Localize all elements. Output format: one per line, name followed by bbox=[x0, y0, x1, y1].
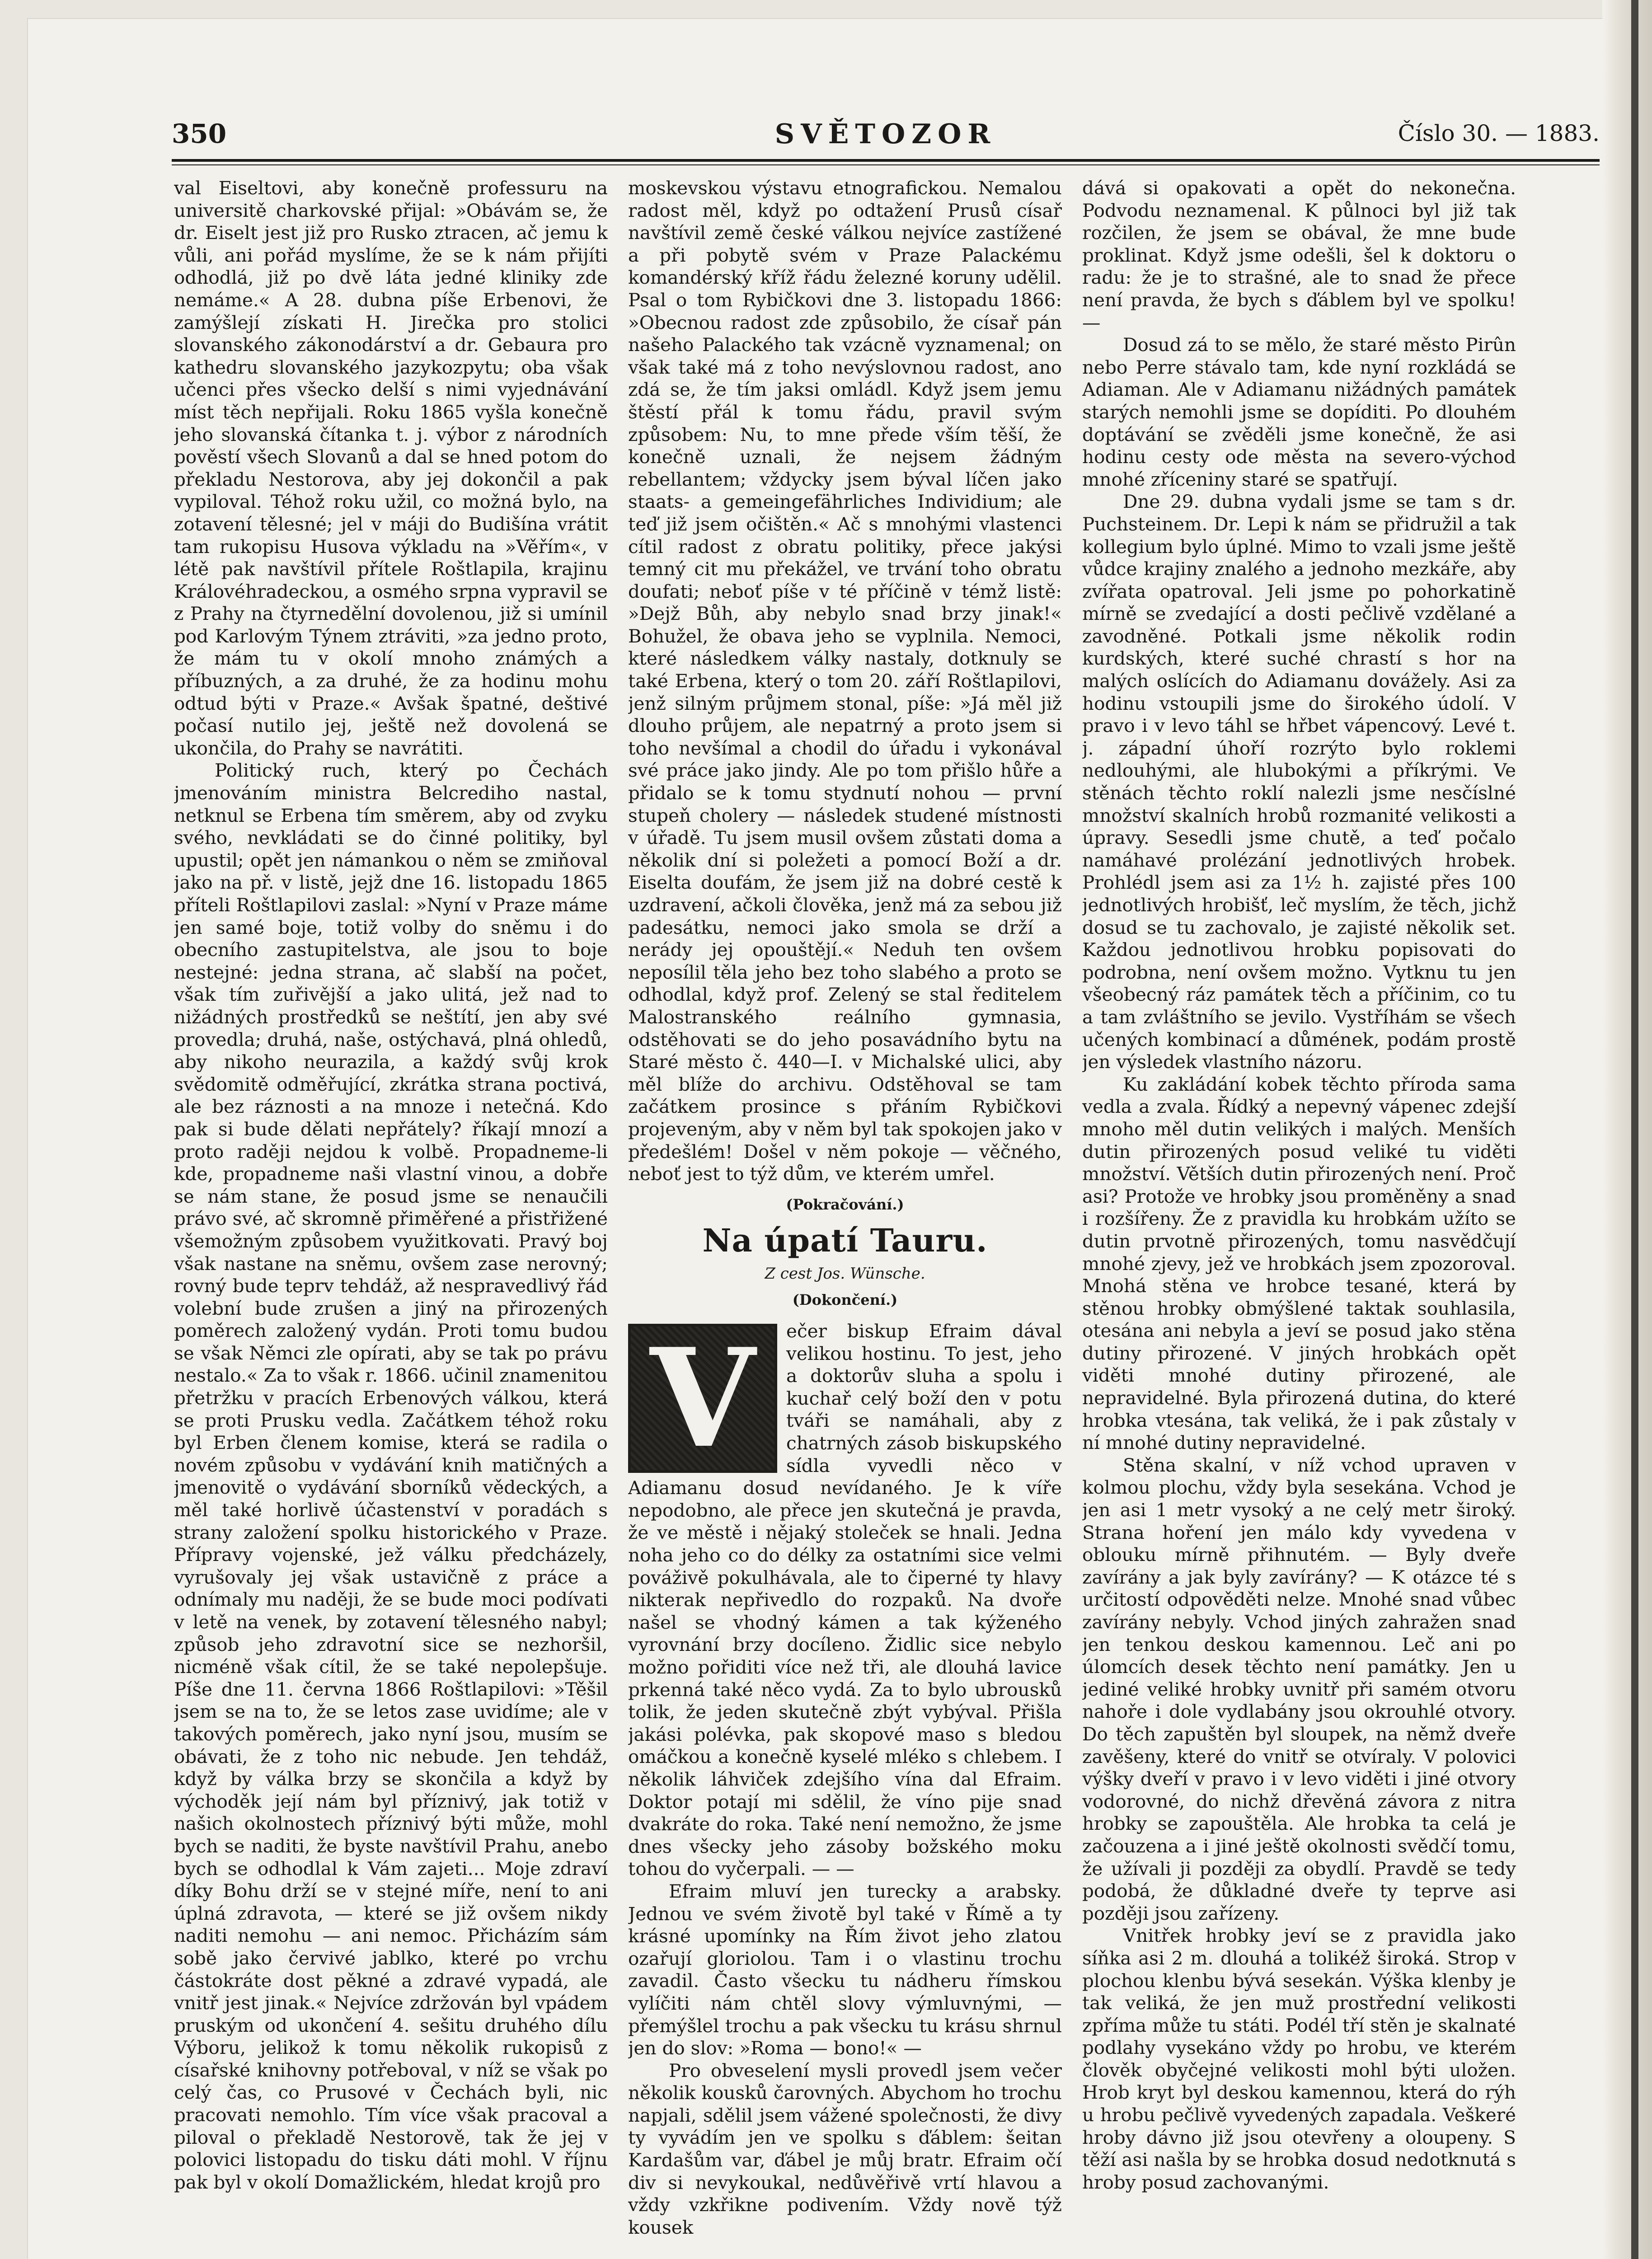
paragraph: Dne 29. dubna vydali jsme se tam s dr. Puchsteinem. Dr. Lepi k nám se přidružil a tak kollegium bylo úplné. Mimo to vzali jsme ještě vůdce krajiny znalého a jednoho mezkáře, aby zvířata opatroval. Jeli jsme po pohorkatině mírně se zvedající a dosti pečlivě vzdělané a zavodněné. Potkali jsme několik rodin kurdských, které suché chrastí s hor na malých oslících do Adiamanu dovážely. Asi za hodinu vstoupili jsme do širokého údolí. V pravo i v levo táhl se hřbet vápencový. Levé t. j. západní úhoří rozrýto bylo roklemi nedlouhými, ale hlubokými a příkrými. Ve stěnách těchto roklí nalezli jsme nesčíslné množství skalních hrobů rozmanité velikosti a úpravy. Sesedli jsme chutě, a teď počalo namáhavé prolézání jednotlivých hrobek. Prohlédl jsem asi za 1½ h. zajisté přes 100 jednotlivých hrobišť, leč myslím, že těch, jichž dosud se tu zachovalo, je zajisté několik set. Každou jednotlivou hrobku popisovati do podrobna, není ovšem možno. Vytknu tu jen všeobecný ráz památek těch a příčinim, co tu a tam zvláštního se jevilo. Vystříhám se všech učených kombinací a důmének, podám prostě jen výsledek vlastního názoru. bbox=[1082, 491, 1516, 1073]
header-rule-thick bbox=[172, 159, 1600, 162]
article-subnote: (Dokončení.) bbox=[792, 1291, 898, 1308]
paragraph: dává si opakovati a opět do nekonečna. Podvodu neznamenal. K půlnoci byl již tak rozčilen, že jsem se obával, že mne bude proklinat. Když jsme odešli, šel k doktoru o radu: že je to strašné, ale to snad že přece není pravda, že bych s ďáblem byl ve spolku! — bbox=[1082, 177, 1516, 333]
dropcap-letter: V bbox=[628, 1324, 777, 1473]
page-number: 350 bbox=[172, 118, 227, 149]
paragraph: Efraim mluví jen turecky a arabsky. Jednou ve svém životě byl také v Římě a ty krásné upomínky na Řím život jeho zlatou ozařují gloriolou. Tam i o vlastinu trochu zavadil. Často všecku tu nádheru římskou vylíčiti nám chtěl slovy výmluvnými, — přemýšlel trochu a pak všecku tu krásu shrnul jen do slov: »Roma — bono!« — bbox=[628, 1880, 1062, 2059]
column-2 bbox=[628, 177, 1062, 2255]
continuation-note: (Pokračování.) bbox=[786, 1195, 904, 1213]
paragraph: Stěna skalní, v níž vchod upraven v kolmou plochu, vždy byla sesekána. Vchod je jen asi 1 metr vysoký a ne celý metr široký. Strana hoření jen málo kdy vyvedena v oblouku mírně přihnutém. — Byly dveře zavírány a jak byly zavírány? — K otázce té s určitostí odpověděti nelze. Mnohé snad vůbec zavírány nebyly. Vchod jiných zahražen snad jen tenkou deskou kamennou. Leč ani po úlomcích desek těchto není památky. Jen u jediné veliké hrobky uvnitř při samém otvoru nahoře i dole vydlabány jsou okrouhlé otvory. Do těch zapuštěn byl sloupek, na němž dveře zavěšeny, které do vnitř se otvíraly. V polovici výšky dveří v pravo i v levo viděti i jiné otvory vodorovné, do nichž dřevěná závora z nitra hrobky se zapouštěla. Ale hrobka ta celá je začouzena a i jiné ještě okolnosti svědčí tomu, že užívali ji později za obydlí. Pravdě se tedy podobá, že důkladné dveře ty teprve asi později jsou zařízeny. bbox=[1082, 1454, 1516, 1924]
paragraph: Vnitřek hrobky jeví se z pravidla jako síňka asi 2 m. dlouhá a tolikéž široká. Strop v plochou klenbu bývá sesekán. Výška klenby je tak veliká, že jen muž prostřední velikosti zpříma může tu státi. Podél tří stěn je skalnaté podlahy vysekáno vždy po hrobu, ve kterém člověk obyčejné velikosti mohl býti uložen. Hrob kryt byl deskou kamennou, která do rýh u hrobu pečlivě vyvedených zapadala. Veškeré hroby dávno již jsou otevřeny a oloupeny. S těží asi našla by se hrobka dosud nedotknutá s hroby posud zachovanými. bbox=[1082, 1925, 1516, 2193]
scan-edge-shadow bbox=[1602, 0, 1652, 2259]
dropcap-block bbox=[628, 1318, 777, 1478]
paragraph: Ku zakládání kobek těchto příroda sama vedla a zvala. Řídký a nepevný vápenec zdejší mnoho měl dutin velikých i malých. Menších dutin přirozených posud veliké tu viděti množství. Větších dutin přirozených není. Proč asi? Protože ve hrobky jsou proměněny a snad i rozšířeny. Že z pravidla ku hrobkám užíto se dutin prvotně přirozených, tomu nasvědčují mnohé zjevy, jež ve hrobkách jsem zpozoroval. Mnohá stěna ve hrobce tesané, která by stěnou hrobky obmýšlené taktak souhlasila, otesána ani nebyla a jeví se posud jako stěna dutiny přirozené. V jiných hrobkách opět viděti mnohé dutiny přirozené, ale nepravidelné. Byla přirozená dutina, do které hrobka vtesána, tak veliká, že i pak zůstaly v ní mnohé dutiny nepravidelné. bbox=[1082, 1073, 1516, 1454]
paragraph: val Eiseltovi, aby konečně professuru na universitě charkovské přijal: »Obávám se, že dr. Eiselt jest již pro Rusko ztracen, ač jemu k vůli, ani pořád myslíme, že se k nám přijíti odhodlá, již po dvě láta jedné kliniky zde nemáme.« A 28. dubna píše Erbenovi, že zamýšlejí získati H. Jirečka pro stolici slovanského zákonodárství a dr. Gebaura pro kathedru slovanského jazykozpytu; oba však učenci přes všecko delší s nimi vyjednávání míst těch nepřijali. Roku 1865 vyšla konečně jeho slovanská čítanka t. j. výbor z národních pověstí všech Slovanů a dal se hned potom do překladu Nestorova, aby jej dokončil a pak vypiloval. Téhož roku užil, co možná bylo, na zotavení tělesné; jel v máji do Budišína vrátit tam rukopisu Husova výkladu na »Věřím«, v létě pak navštívil přítele Roštlapila, krajinu Královéhradeckou, a osmého srpna vypravil se z Prahy na čtyrnedělní dovolenou, již si umínil pod Karlovým Týnem ztráviti, »za jedno proto, že mám tu v okolí mnoho známých a příbuzných, a za druhé, že za hodinu mohu odtud býti v Praze.« Avšak špatné, deštivé počasí nutilo jej, ještě než dovolená se ukončila, do Prahy se navrátiti. bbox=[174, 177, 608, 759]
header-rule-thin bbox=[172, 164, 1600, 165]
column-1 bbox=[174, 177, 608, 2255]
article-title: Na úpatí Tauru. bbox=[702, 1222, 988, 1260]
page-header bbox=[172, 118, 1600, 159]
issue-number: Číslo 30. — 1883. bbox=[1398, 120, 1600, 146]
paragraph: Politický ruch, který po Čechách jmenováním ministra Belcrediho nastal, netknul se Erbena tím směrem, aby od zvyku svého, nevkládati se do činné politiky, byl upustil; opět jen námankou o něm se zmiňoval jako na př. v listě, jejž dne 16. listopadu 1865 příteli Roštlapilovi zaslal: »Nyní v Praze máme jen samé boje, totiž volby do sněmu i do obecního zastupitelstva, ale jsou to boje nestejné: jedna strana, ač slabší na počet, však tím zuřivější a jako ulitá, jež nad to nižádných prostředků se neštítí, jen aby své provedla; druhá, naše, ostýchavá, plná ohledů, aby nikoho neurazila, a každý svůj krok svědomitě odměřující, zkrátka strana poctivá, ale bez ráznosti a na mnoze i netečná. Kdo pak si bude dělati nepřátely? říkají mnozí a proto raději nejdou k volbě. Propadneme-li kde, propadneme naši vlastní vinou, a dobře se nám stane, že posud jsme se nenaučili právo své, ač skromně přiměřené a přistřižené všemožným způsobem využitkovati. Pravý boj však nastane na sněmu, ovšem zase nerovný; rovný bude teprv tehdáž, až nespravedlivý řád volební bude zrušen a jiný na přirozených poměrech založený vydán. Proti tomu budou se však Němci zle opírati, aby se tak po právu nestalo.« Za to však r. 1866. učinil znamenitou přetržku v pracích Erbenových válkou, která se proti Prusku vedla. Začátkem téhož roku byl Erben členem komise, která se radila o novém způsobu v vydávání knih matičných a jmenovitě o vydávání sborníků vědeckých, a měl také horlivě účastenství v poradách s strany založení spolku historického v Praze. Přípravy vojenské, jež válku předcházely, vyrušovaly jej však ustavičně z práce a odnímaly mu naději, že se bude moci podívati v letě na venek, by zotavení tělesného nabyl; způsob jeho zdravotní sice se nezhoršil, nicméně však cítil, že se také nepolepšuje. Píše dne 11. června 1866 Roštlapilovi: »Těšil jsem se na to, že se letos zase uvidíme; ale v takových poměrech, jako nyní jsou, musím se obávati, že z toho nic nebude. Jen tehdáž, když by válka brzy se skončila a když by východěk její nám byl příznivý, jak totiž v našich okolnostech příznivý býti může, mohl bych se naditi, že byste navštívil Prahu, anebo bych se odhodlal k Vám zajeti... Moje zdraví díky Bohu drží se v stejné míře, není to ani úplná zdravota, — které se již ovšem nikdy naditi nemohu — ani nemoc. Přicházím sám sobě jako červivé jablko, které po vrchu částokráte dost pěkné a zdravé vypadá, ale vnitř jest jinak.« Nejvíce zdržován byl vpádem pruským od ukončení 4. sešitu druhého dílu Výboru, jelikož k tomu několik rukopisů z císařské knihovny potřeboval, v níž se však po celý čas, co Prusové v Čechách byli, nic pracovati nemohlo. Tím více však pracoval a piloval o překladě Nestorově, tak že jej v polovici listopadu do tisku dáti mohl. V říjnu pak byl v okolí Domažlickém, hledat krojů pro bbox=[174, 759, 608, 2193]
scan-edge-bar bbox=[1631, 0, 1638, 2259]
paragraph: Pro obveselení mysli provedl jsem večer několik kousků čarovných. Abychom ho trochu napjali, sdělil jsem vážené společnosti, že divy ty vyvádím jen ve spolku s ďáblem: šeitan Kardašům var, ďábel je můj bratr. Efraim očí div si nevykoukal, nedůvěřivě vrtí hlavou a vždy vzkřikne podivením. Vždy nově týž kousek bbox=[628, 2059, 1062, 2238]
paragraph: ečer biskup Efraim dával velikou hostinu. To jest, jeho a doktorův sluha a spolu i kuchař celý boží den v potu tváři se namáhali, aby z chatrných zásob biskupského sídla vyvedli něco v Adiamanu dosud nevídaného. Je k víře nepodobno, ale přece jen skutečná je pravda, že ve městě i nějaký stoleček se hnali. Jedna noha jeho co do délky za ostatními sice velmi pováživě pokulhávala, ale to čiperné ty hlavy nikterak nepřivedlo do rozpaků. Na dvoře našel se vhodný kámen a tak kýženého vyrovnání brzy docíleno. Židlic sice nebylo možno pořiditi více než tři, ale dlouhá lavice prkenná také něco vydá. Za to bylo ubrousků tolik, že jeden skutečně zbýt vybýval. Přišla jakási polévka, pak skopové maso s bledou omáčkou a konečně kyselé mléko s chlebem. I několik láhviček zdejšího vína dal Efraim. Doktor potají mi sdělil, že víno pije snad dvakráte do roka. Také není nemožno, že jsme dnes všecky jeho zásoby božského moku tohou do vyčerpali. — — bbox=[628, 1320, 1062, 1880]
column-3 bbox=[1082, 177, 1516, 2255]
paragraph: Dosud zá to se mělo, že staré město Pirûn nebo Perre stávalo tam, kde nyní rozkládá se Adiaman. Ale v Adiamanu nižádných památek starých nemohli jsme se dopíditi. Po dlouhém doptávání se zvěděli jsme konečně, že asi hodinu cesty ode města na severo-východ mnohé zříceniny staré se spatřují. bbox=[1082, 334, 1516, 490]
paragraph: moskevskou výstavu etnografickou. Nemalou radost měl, když po odtažení Prusů císař navštívil země české válkou nejvíce zastížené a při pobytě svém v Praze Palackému komandérský kříž řádu železné koruny udělil. Psal o tom Rybičkovi dne 3. listopadu 1866: »Obecnou radost zde způsobilo, že císař pán našeho Palackého tak vzácně vyznamenal; on však také má z toho nevýslovnou radost, ano zdá se, že tím jaksi omládl. Když jsem jemu štěstí přál k tomu řádu, pravil svým způsobem: Nu, to mne přede vším těší, že konečně uznali, že nejsem žádným rebellantem; vždycky jsem býval líčen jako staats- a gemeingefährliches Individium; ale teď již jsem očištěn.« Ač s mnohými vlastenci cítil radost z obratu politiky, přece jakýsi temný cit mu překážel, ve trvání toho obratu doufati; neboť píše v té příčině v témž listě: »Dejž Bůh, aby nebylo snad brzy jinak!« Bohužel, že obava jeho se vyplnila. Nemoci, které následkem války nastaly, dotknuly se také Erbena, který o tom 20. září Roštlapilovi, jenž silným průjmem stonal, píše: »Já měl již dlouho průjem, ale nepatrný a proto jsem si toho nevšímal a chodil do úřadu i vykonával své práce jako jindy. Ale po tom přišlo hůře a přidalo se k tomu stydnutí nohou — první stupeň cholery — následek studené místnosti v úřadě. Tu jsem musil ovšem zůstati doma a několik dní si poležeti a pomocí Boží a dr. Eiselta doufám, že jsem již na dobré cestě k uzdravení, ačkoli člověka, jenž má za sebou již padesátku, nemoci jako smola se drží a nerády jej opouštějí.« Neduh ten ovšem neposílil těla jeho bez toho slabého a proto se odhodlal, když prof. Zelený se stal ředitelem Malostranského reálního gymnasia, odstěhovati se do jeho posavádního bytu na Staré město č. 440—I. v Michalské ulici, aby měl blíže do archivu. Odstěhoval se tam začátkem prosince s přáním Rybičkovi projeveným, aby v něm byl tak spokojen jako v předešlém! Došel v něm pokoje — věčného, neboť jest to týž dům, ve kterém umřel. bbox=[628, 177, 1062, 1185]
article-byline: Z cest Jos. Wünsche. bbox=[765, 1264, 925, 1283]
running-title: SVĚTOZOR bbox=[774, 118, 997, 150]
